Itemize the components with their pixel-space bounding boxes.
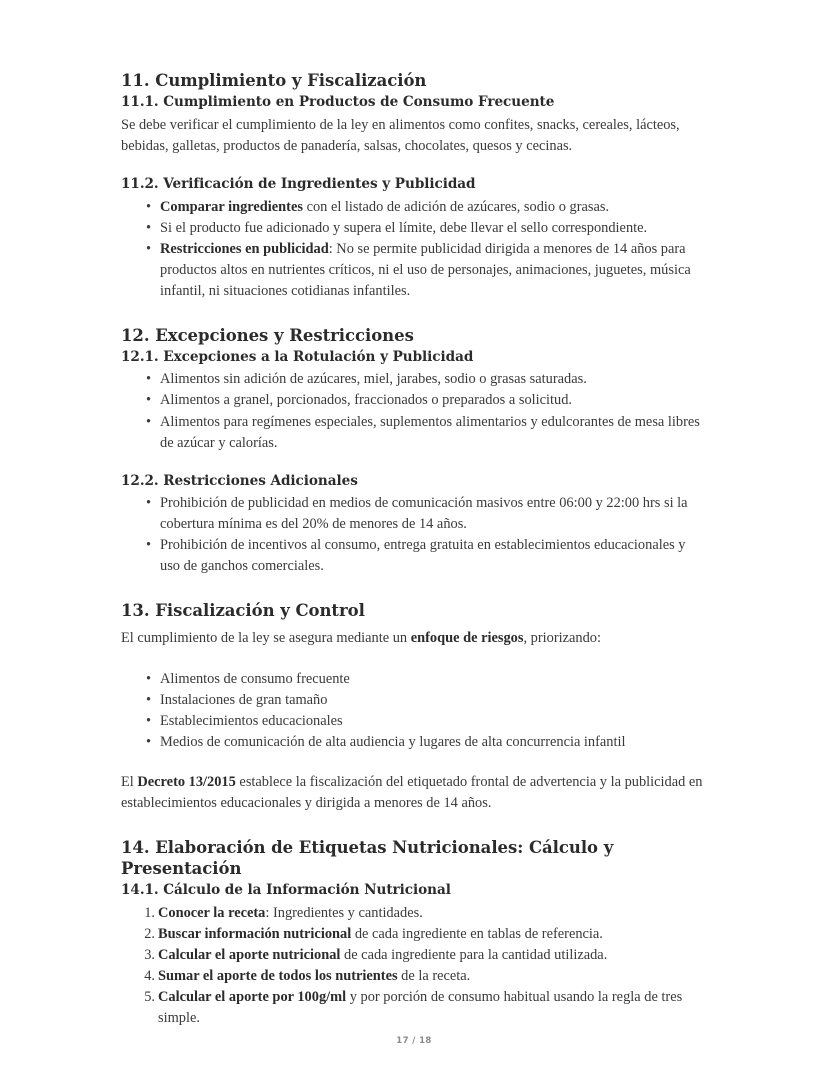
list-item-text: Prohibición de incentivos al consumo, entrega gratuita en establecimientos educacionales y uso de ganchos comerciales. <box>160 537 686 575</box>
intro-pre: El cumplimiento de la ley se asegura mediante un <box>121 630 411 647</box>
list-13 <box>121 669 707 753</box>
subsection-heading-11-1: 11.1. Cumplimiento en Productos de Consumo Frecuente <box>121 94 555 111</box>
list-item-bold: Calcular el aporte nutricional <box>158 946 341 963</box>
intro-bold: enfoque de riesgos <box>410 630 524 647</box>
list-item-text: : No se permite publicidad dirigida a menores de 14 años para productos altos en nutrientes críticos, ni el uso de personajes, animaciones, juguetes, música infantil, ni situaciones cotidianas infantiles. <box>160 240 691 299</box>
page-footer: 17 / 18 <box>396 1036 432 1046</box>
list-12-1 <box>121 369 707 453</box>
closing-post: establece la fiscalización del etiquetado frontal de advertencia y la publicidad en establecimientos educacionales y dirigida a menores de 14 años. <box>121 773 703 811</box>
list-item <box>158 903 707 924</box>
list-item <box>160 218 707 239</box>
list-item <box>160 197 707 218</box>
list-item-text: de la receta. <box>397 967 471 984</box>
section-heading-11: 11. Cumplimiento y Fiscalización <box>121 71 427 90</box>
section-heading-14: 14. Elaboración de Etiquetas Nutricionales: Cálculo y Presentación <box>121 837 614 878</box>
list-item-text: Prohibición de publicidad en medios de comunicación masivos entre 06:00 y 22:00 hrs si la cobertura mínima es del 20% de menores de 14 años. <box>160 495 688 533</box>
list-item <box>160 390 707 411</box>
paragraph-13-closing <box>121 772 707 814</box>
subsection-heading-12-1: 12.1. Excepciones a la Rotulación y Publicidad <box>121 348 474 365</box>
list-item-text: con el listado de adición de azúcares, sodio o grasas. <box>302 198 610 215</box>
subsection-heading-14-1: 14.1. Cálculo de la Información Nutricional <box>121 881 451 898</box>
list-12-2 <box>121 493 707 577</box>
list-item <box>160 369 707 390</box>
list-14-1 <box>121 903 707 1029</box>
page-content <box>121 70 707 1029</box>
list-item-text: de cada ingrediente en tablas de referencia. <box>351 925 603 942</box>
section-heading-13: 13. Fiscalización y Control <box>121 601 365 621</box>
list-item-text: de cada ingrediente para la cantidad utilizada. <box>340 946 608 963</box>
closing-pre: El <box>121 773 138 790</box>
list-item: • Medios de comunicación de alta audiencia y lugares de alta concurrencia infantil <box>160 732 707 753</box>
list-item <box>160 412 707 454</box>
list-item <box>158 966 707 987</box>
list-item-bold: Sumar el aporte de todos los nutrientes <box>158 967 398 984</box>
list-item-bold: Buscar información nutricional <box>158 925 352 942</box>
list-item <box>160 239 707 302</box>
list-item: • Alimentos de consumo frecuente <box>160 669 707 690</box>
list-11-2 <box>121 197 707 302</box>
list-item-bold: Comparar ingredientes <box>160 198 303 215</box>
list-item-text: Alimentos a granel, porcionados, fraccionados o preparados a solicitud. <box>160 392 573 409</box>
subsection-heading-11-2: 11.2. Verificación de Ingredientes y Publicidad <box>121 175 476 192</box>
list-item-bold: Restricciones en publicidad <box>160 240 329 257</box>
closing-bold: Decreto 13/2015 <box>137 773 236 790</box>
list-item-bold: Conocer la receta <box>158 904 266 921</box>
section-heading-12: 12. Excepciones y Restricciones <box>121 325 414 345</box>
intro-post: , priorizando: <box>523 630 601 647</box>
list-item <box>158 987 707 1029</box>
list-item <box>160 535 707 577</box>
paragraph-11-1: Se debe verificar el cumplimiento de la ley en alimentos como confites, snacks, cereales, lácteos, bebidas, galletas, productos de panadería, salsas, chocolates, quesos y cecinas. <box>121 116 680 154</box>
list-item-bold: Calcular el aporte por 100g/ml <box>158 988 347 1005</box>
list-item-text: Alimentos sin adición de azúcares, miel, jarabes, sodio o grasas saturadas. <box>160 371 587 388</box>
list-item: • Establecimientos educacionales <box>160 711 707 732</box>
list-item <box>158 924 707 945</box>
list-item: • Instalaciones de gran tamaño <box>160 690 707 711</box>
subsection-heading-12-2: 12.2. Restricciones Adicionales <box>121 472 358 489</box>
list-item <box>158 945 707 966</box>
list-item-text: Alimentos para regímenes especiales, suplementos alimentarios y edulcorantes de mesa libres de azúcar y calorías. <box>160 413 700 451</box>
list-item-text: Si el producto fue adicionado y supera el límite, debe llevar el sello correspondiente. <box>160 219 648 236</box>
list-item-text: : Ingredientes y cantidades. <box>265 904 423 921</box>
paragraph-13-intro <box>121 628 707 649</box>
list-item <box>160 493 707 535</box>
list-item-text: y por porción de consumo habitual usando la regla de tres simple. <box>158 988 683 1026</box>
